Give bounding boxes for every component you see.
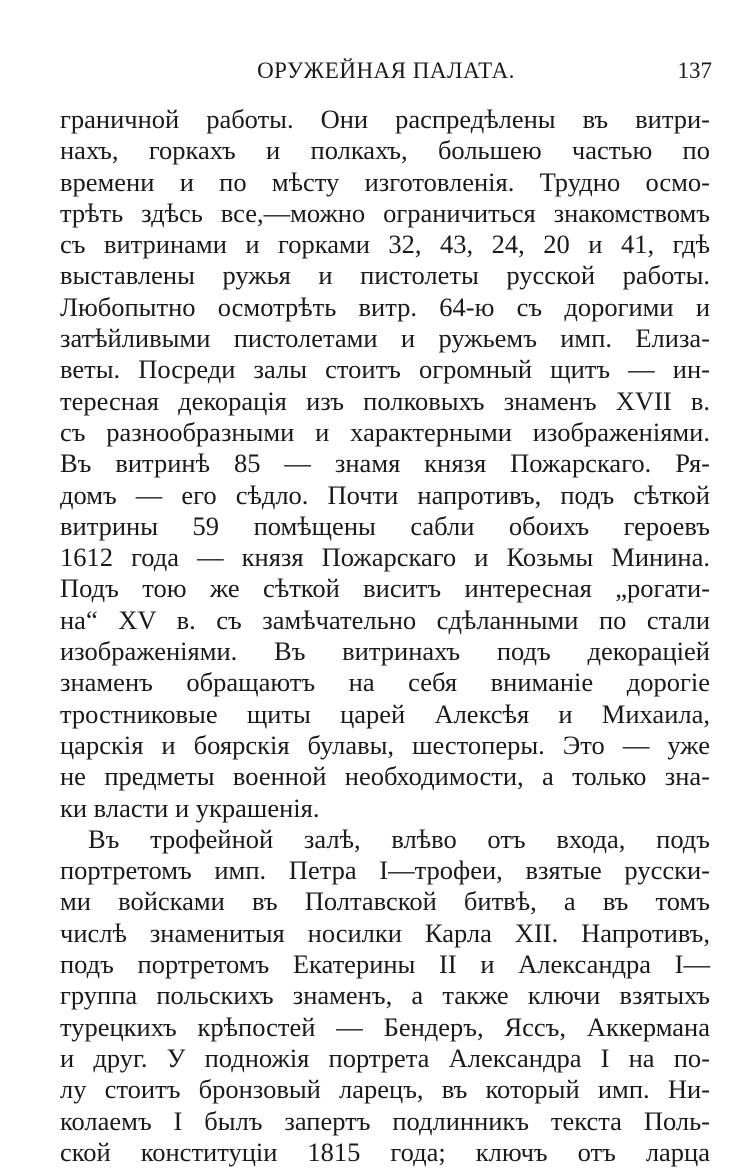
text-line: граничной работы. Они распредѣлены въ витри- [60, 104, 710, 134]
body-text [60, 104, 710, 1168]
text-line: не предметы военной необходимости, а только зна- [60, 761, 710, 792]
text-line: Въ витринѣ 85 — знамя князя Пожарскаго. Ря- [60, 448, 710, 479]
text-line: на“ XV в. съ замѣчательно сдѣланными по стали [60, 604, 710, 635]
text-line: знаменъ обращаютъ на себя вниманіе дорогіе [60, 667, 710, 698]
page-number: 137 [677, 58, 712, 83]
text-line: трѣть здѣсь все,—можно ограничиться знакомствомъ [60, 197, 710, 228]
text-line: выставлены ружья и пистолеты русской работы. [60, 260, 710, 291]
paragraph-armory-displays [60, 104, 710, 824]
text-line: лу стоитъ бронзовый ларецъ, въ который имп. Ни- [60, 1074, 710, 1105]
text-line: съ витринами и горками 32, 43, 24, 20 и 41, гдѣ [60, 229, 710, 260]
text-line: Въ трофейной залѣ, влѣво отъ входа, подъ [88, 823, 710, 854]
text-line: домъ — его сѣдло. Почти напротивъ, подъ сѣткой [60, 479, 710, 510]
text-line: ки власти и украшенія. [60, 792, 320, 823]
text-line: съ разнообразными и характерными изображеніями. [60, 416, 710, 447]
text-line: тересная декорація изъ полковыхъ знаменъ XVII в. [60, 385, 710, 416]
page-header [60, 58, 712, 88]
text-line: 1612 года — князя Пожарскаго и Козьмы Минина. [60, 542, 710, 573]
text-line: тростниковые щиты царей Алексѣя и Михаила, [60, 698, 710, 729]
text-line: турецкихъ крѣпостей — Бендеръ, Яссъ, Аккермана [60, 1011, 710, 1042]
text-line: группа польскихъ знаменъ, а также ключи взятыхъ [60, 980, 710, 1011]
text-line: числѣ знаменитыя носилки Карла XII. Напротивъ, [60, 917, 710, 948]
text-line: ской конституціи 1815 года; ключъ отъ ларца [60, 1136, 710, 1167]
text-line: ми войсками въ Полтавской битвѣ, а въ томъ [60, 886, 710, 917]
paragraph-trophy-hall [60, 824, 710, 1168]
text-line: колаемъ I былъ запертъ подлинникъ текста Поль- [60, 1105, 710, 1136]
text-line: Любопытно осмотрѣть витр. 64-ю съ дорогими и [60, 291, 710, 322]
text-line: затѣйливыми пистолетами и ружьемъ имп. Елиза- [60, 323, 710, 354]
text-line: портретомъ имп. Петра I—трофеи, взятые русски- [60, 855, 710, 886]
text-line: нахъ, горкахъ и полкахъ, большею частью по [60, 135, 710, 166]
text-line: витрины 59 помѣщены сабли обоихъ героевъ [60, 510, 710, 541]
text-line: подъ портретомъ Екатерины II и Александра I— [60, 949, 710, 980]
text-line: времени и по мѣсту изготовленія. Трудно осмо- [60, 166, 710, 197]
text-line: Подъ тою же сѣткой виситъ интересная „рогати- [60, 573, 710, 604]
text-line: веты. Посреди залы стоитъ огромный щитъ — ин- [60, 354, 710, 385]
text-line: и друг. У подножія портрета Александра I на по- [60, 1042, 710, 1073]
text-line: царскія и боярскія булавы, шестоперы. Это — уже [60, 729, 710, 760]
text-line: изображеніями. Въ витринахъ подъ декораціей [60, 636, 710, 667]
running-title: ОРУЖЕЙНАЯ ПАЛАТА. [257, 58, 515, 83]
